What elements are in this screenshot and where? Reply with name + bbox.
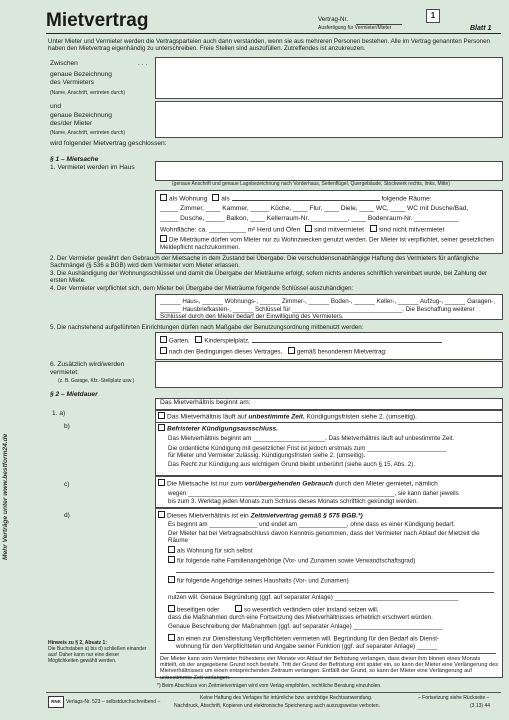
option-c-line-3: bis zum 3. Werktag jeden Monats zum Schluss dieses Monats schriftlich gekündigt werden.	[168, 498, 418, 505]
furnace-included-checkbox[interactable]	[305, 225, 312, 232]
intro-text: Unter Mieter und Vermieter werden die Vertragsparteien auch dann verstanden, wenn sie aus mehreren Personen bestehen. Alle im Vertrag genannten Personen haben den Mietvertrag eigenhändig zu unterschreiben. Freie Stellen sind auszufüllen. Zutreffendes ist anzukreuzen.	[48, 38, 490, 53]
rooms-line-4: Wohnfläche: ca. __________ m² Herd und Öfen sind mitvermietet sind nicht mitvermietet	[160, 226, 445, 234]
landlord-prefix: Zwischen	[50, 60, 78, 67]
s1-item4: 4. Der Vermieter verpflichtet sich, dem Mieter bei Übergabe der Mieträume folgende Schlüssel auszuhändigen:	[50, 285, 354, 292]
s1-item2: 2. Der Vermieter gewährt den Gebrauch der Mietsache in dem Zustand bei Übergabe. Die verschuldensunabhängige Haftung des Vermieters für anfängliche Sachmängel (§ 536 a BGB) wird dem Vermieter vom Mieter erlassen.	[50, 255, 479, 270]
option-a-checkbox[interactable]	[158, 412, 165, 419]
s1-item6-hint: (z. B. Garage, Kfz.-Stellplatz usw.)	[58, 378, 135, 384]
option-c-text: Die Mietsache ist nur zum vorübergehenden Gebrauch durch den Mieter gemietet, nämlich	[158, 479, 438, 489]
option-c-label: c)	[64, 481, 70, 488]
keys-line-2: ______ Hausbriefkasten-, ______ Schlüssel für ________________________________. Die Beschaffung weiterer Schlüssel durch den Mieter bedarf der Einwilligung des Vermieters.	[160, 306, 475, 321]
option-d-line-8: dass die Maßnahmen durch eine Fortsetzung des Mietverhältnisses erheblich erschwert würden.	[168, 614, 433, 621]
side-note-text: Die Buchstaben a) bis d) schließen einander aus! Daher kann nur eine dieser Möglichkeiten gewählt werden.	[48, 646, 147, 664]
landlord-field[interactable]	[155, 57, 503, 99]
option-b-checkbox[interactable]	[158, 424, 165, 431]
s1-item5: 5. Die nachstehend aufgeführten Einrichtungen dürfen nach Maßgabe der Benutzungsordnung mitbenutzt werden:	[50, 324, 364, 331]
section-2-title: § 2 – Mietdauer	[50, 391, 98, 398]
option-d-line-5: für folgende Angehörige seines Haushalts (Vor- und Zunamen)	[168, 576, 349, 585]
residential-use-checkbox[interactable]	[160, 235, 167, 242]
section-1-title: § 1 – Mietsache	[50, 156, 99, 163]
household-use-checkbox[interactable]	[168, 576, 175, 583]
option-d-line-1: Es beginnt am ______________ und endet am ______________, ohne dass es einer Kündigung bedarf.	[168, 521, 455, 528]
vertical-website-text: Mehr Verträge unter www.bestform24.de	[2, 433, 9, 560]
option-d-line-11: wohnung für den Verpflichteten und Angabe seiner Funktion (ggf. auf separater Anlage) ______	[176, 643, 438, 650]
option-d-line-7: beseitigen oder so wesentlich verändern oder instand setzen will,	[168, 605, 379, 614]
option-d-checkbox[interactable]	[158, 511, 165, 518]
publisher-logo: RNK	[48, 696, 64, 708]
family-use-checkbox[interactable]	[168, 556, 175, 563]
landlord-hint: (Name, Anschrift, vertreten durch)	[50, 90, 126, 96]
contract-number-label: Vertrag-Nr.	[318, 16, 348, 23]
house-address-hint: (genaue Anschrift und genaue Lagebezeichnung nach Vorderhaus, Seitenflügel, Quergebäude, Stockwerk rechts, links, Mitte)	[172, 181, 450, 187]
s1-item6: 6. Zusätzlich wird/werden vermietet:	[50, 361, 125, 376]
s1-item1: 1. Vermietet werden im Haus	[50, 164, 135, 171]
option-d-label: d)	[64, 512, 70, 519]
tenant-prefix: und	[50, 103, 62, 110]
option-d-line-6: nutzen will. Genaue Begründung (ggf. auf separater Anlage) ____________________________________	[168, 594, 459, 601]
option-b-label: b)	[64, 423, 70, 430]
option-c-checkbox[interactable]	[158, 479, 165, 486]
separate-lease-checkbox[interactable]	[288, 347, 295, 354]
own-use-checkbox[interactable]	[168, 546, 175, 553]
option-a-label: 1. a)	[52, 410, 66, 417]
option-d-line-2: Der Mieter hat bei Vertragsabschluss davon Kenntnis genommen, dass der Vermieter nach Ablauf der Mietzeit die Räume	[168, 530, 480, 545]
rooms-line-1: als Wohnung als folgende Räume:	[160, 194, 432, 204]
option-d-line-4: für folgende nahe Familienangehörige (Vor- und Zunamen sowie Verwandtschaftsgrad)	[168, 556, 415, 565]
additional-rental-field[interactable]	[155, 361, 503, 388]
lease-begin-label: Das Mietverhältnis beginnt am:	[160, 399, 251, 406]
garden-checkbox[interactable]	[160, 336, 167, 343]
contract-conditions-checkbox[interactable]	[160, 347, 167, 354]
residential-use-notice: Die Mieträume dürfen vom Mieter nur zu Wohnzwecken genutzt werden. Der Mieter ist verpflichtet, seiner gesetzlichen Meldepflicht nachzukommen.	[160, 236, 494, 251]
option-d-line-3: als Wohnung für sich selbst	[168, 546, 253, 555]
copy-number-badge: 1	[426, 9, 440, 23]
contract-number-field[interactable]	[356, 18, 402, 25]
landlord-dots: . . .	[138, 60, 148, 67]
publisher-number: Verlags-Nr. 523 – selbstdurchschreibend –	[66, 699, 161, 705]
tenant-hint: (Name, Anschrift, vertreten durch)	[50, 130, 126, 136]
footer-disclaimer-1: Keine Haftung des Verlages für irrtümliche bzw. unrichtige Rechtsanwendung.	[200, 695, 373, 701]
option-b-line-2: Die ordentliche Kündigung mit gesetzlicher Frist ist jedoch erstmals zum _______________________	[168, 445, 447, 452]
option-b-line-3: für Mieter und Vermieter zulässig. Kündigungsfristen siehe 2. (umseitig).	[168, 452, 366, 459]
facilities-line-2: nach den Bedingungen dieses Vertrages, gemäß besonderem Mietvertrag:	[160, 347, 387, 356]
option-a-text: Das Mietverhältnis läuft auf unbestimmte Zeit. Kündigungsfristen siehe 2. (umseitig).	[158, 412, 417, 422]
s1-item3: 3. Die Aushändigung der Wohnungsschlüssel und damit die Übergabe der Mieträume erfolgt, sofern nichts anderes schriftlich vereinbart wurde, bei Zahlung der ersten Miete.	[50, 270, 488, 285]
tenant-field[interactable]	[155, 101, 503, 138]
service-tenant-checkbox[interactable]	[168, 634, 175, 641]
footnote: *) Beim Abschluss von Zeitmietverträgen wird vom Verlag empfohlen, rechtliche Beratung einzuholen.	[157, 683, 382, 689]
footer-disclaimer-2: Nachdruck, Abschrift, Kopieren und elektronische Speicherung auch auszugsweise verboten.	[174, 703, 380, 709]
option-c-line-2: wegen ____________________________________________________________, sie kann daher jeweils	[168, 490, 459, 497]
copy-label: Ausfertigung für Vermieter/Mieter	[318, 25, 392, 31]
as-apartment-checkbox[interactable]	[160, 194, 167, 201]
facilities-line-1: Garten, Kinderspielplatz,	[160, 336, 442, 345]
house-address-field[interactable]	[155, 161, 503, 181]
rooms-line-2: _____ Zimmer, ____ Kammer, _____ Küche, ____ Flur, ____ Diele, ____ WC, ____ WC mit Dusche/Bad,	[160, 205, 469, 212]
option-b-line-4: Das Recht zur Kündigung aus wichtigem Grund bleibt unberührt (siehe auch § 15, Abs. 2).	[168, 461, 415, 468]
footer-continued: – Fortsetzung siehe Rückseite –	[418, 695, 490, 701]
side-note-title: Hinweis zu § 2, Absatz 1:	[48, 640, 107, 646]
option-d-line-10: an einen zur Dienstleistung Verpflichteten vermieten will. Begründung für den Bedarf als Dienst-	[168, 634, 439, 643]
modify-checkbox[interactable]	[235, 605, 242, 612]
rooms-line-3: _____ Dusche, _____ Balkon, ____ Kellerraum-Nr. __________, ____ Bodenraum-Nr. ____________	[160, 215, 459, 222]
footer-version: (3.13) 44	[470, 703, 491, 709]
tenant-label: genaue Bezeichnung des/der Mieter	[50, 112, 112, 127]
option-d-text: Dieses Mietverhältnis ist ein Zeitmietvertrag gemäß § 575 BGB.*)	[158, 511, 363, 521]
option-d-line-9: Genaue Beschreibung der Maßnahmen (ggf. auf separater Anlage) __________________________	[168, 623, 443, 630]
remove-checkbox[interactable]	[168, 605, 175, 612]
landlord-label: genaue Bezeichnung des Vermieters	[50, 71, 112, 86]
sheet-label: Blatt 1	[470, 25, 492, 32]
furnace-excluded-checkbox[interactable]	[370, 225, 377, 232]
option-d-line-12: Der Mieter kann vom Vermieter frühestens vier Monate vor Ablauf der Befristung verlangen, dass dieser ihm binnen eines Monats mitteilt, ob der angegebene Grund noch besteht. Tritt der Grund der Befristung erst später ein, so kann der Mieter eine Verlängerung des Mietverhältnisses um einen entsprechenden Zeitraum verlangen. Entfällt der Grund, so kann der Mieter eine Verlängerung auf unbestimmte Zeit verlangen.	[160, 656, 498, 681]
option-b-title: Befristeter Kündigungsausschluss.	[158, 424, 278, 434]
keys-line-1: ______ Haus-, ______ Wohnungs-, ______ Zimmer-, ______ Boden-, ______ Keller-, ______ Aufzug-, ______ Garagen-,	[160, 298, 495, 305]
as-other-checkbox[interactable]	[212, 194, 219, 201]
contract-concluded-text: wird folgender Mietvertrag geschlossen:	[50, 140, 167, 147]
option-b-line-1: Das Mietverhältnis beginnt am _____________________. Das Mietverhältnis läuft auf unbestimmte Zeit.	[168, 435, 455, 442]
playground-checkbox[interactable]	[195, 336, 202, 343]
page-title: Mietvertrag	[46, 10, 149, 31]
